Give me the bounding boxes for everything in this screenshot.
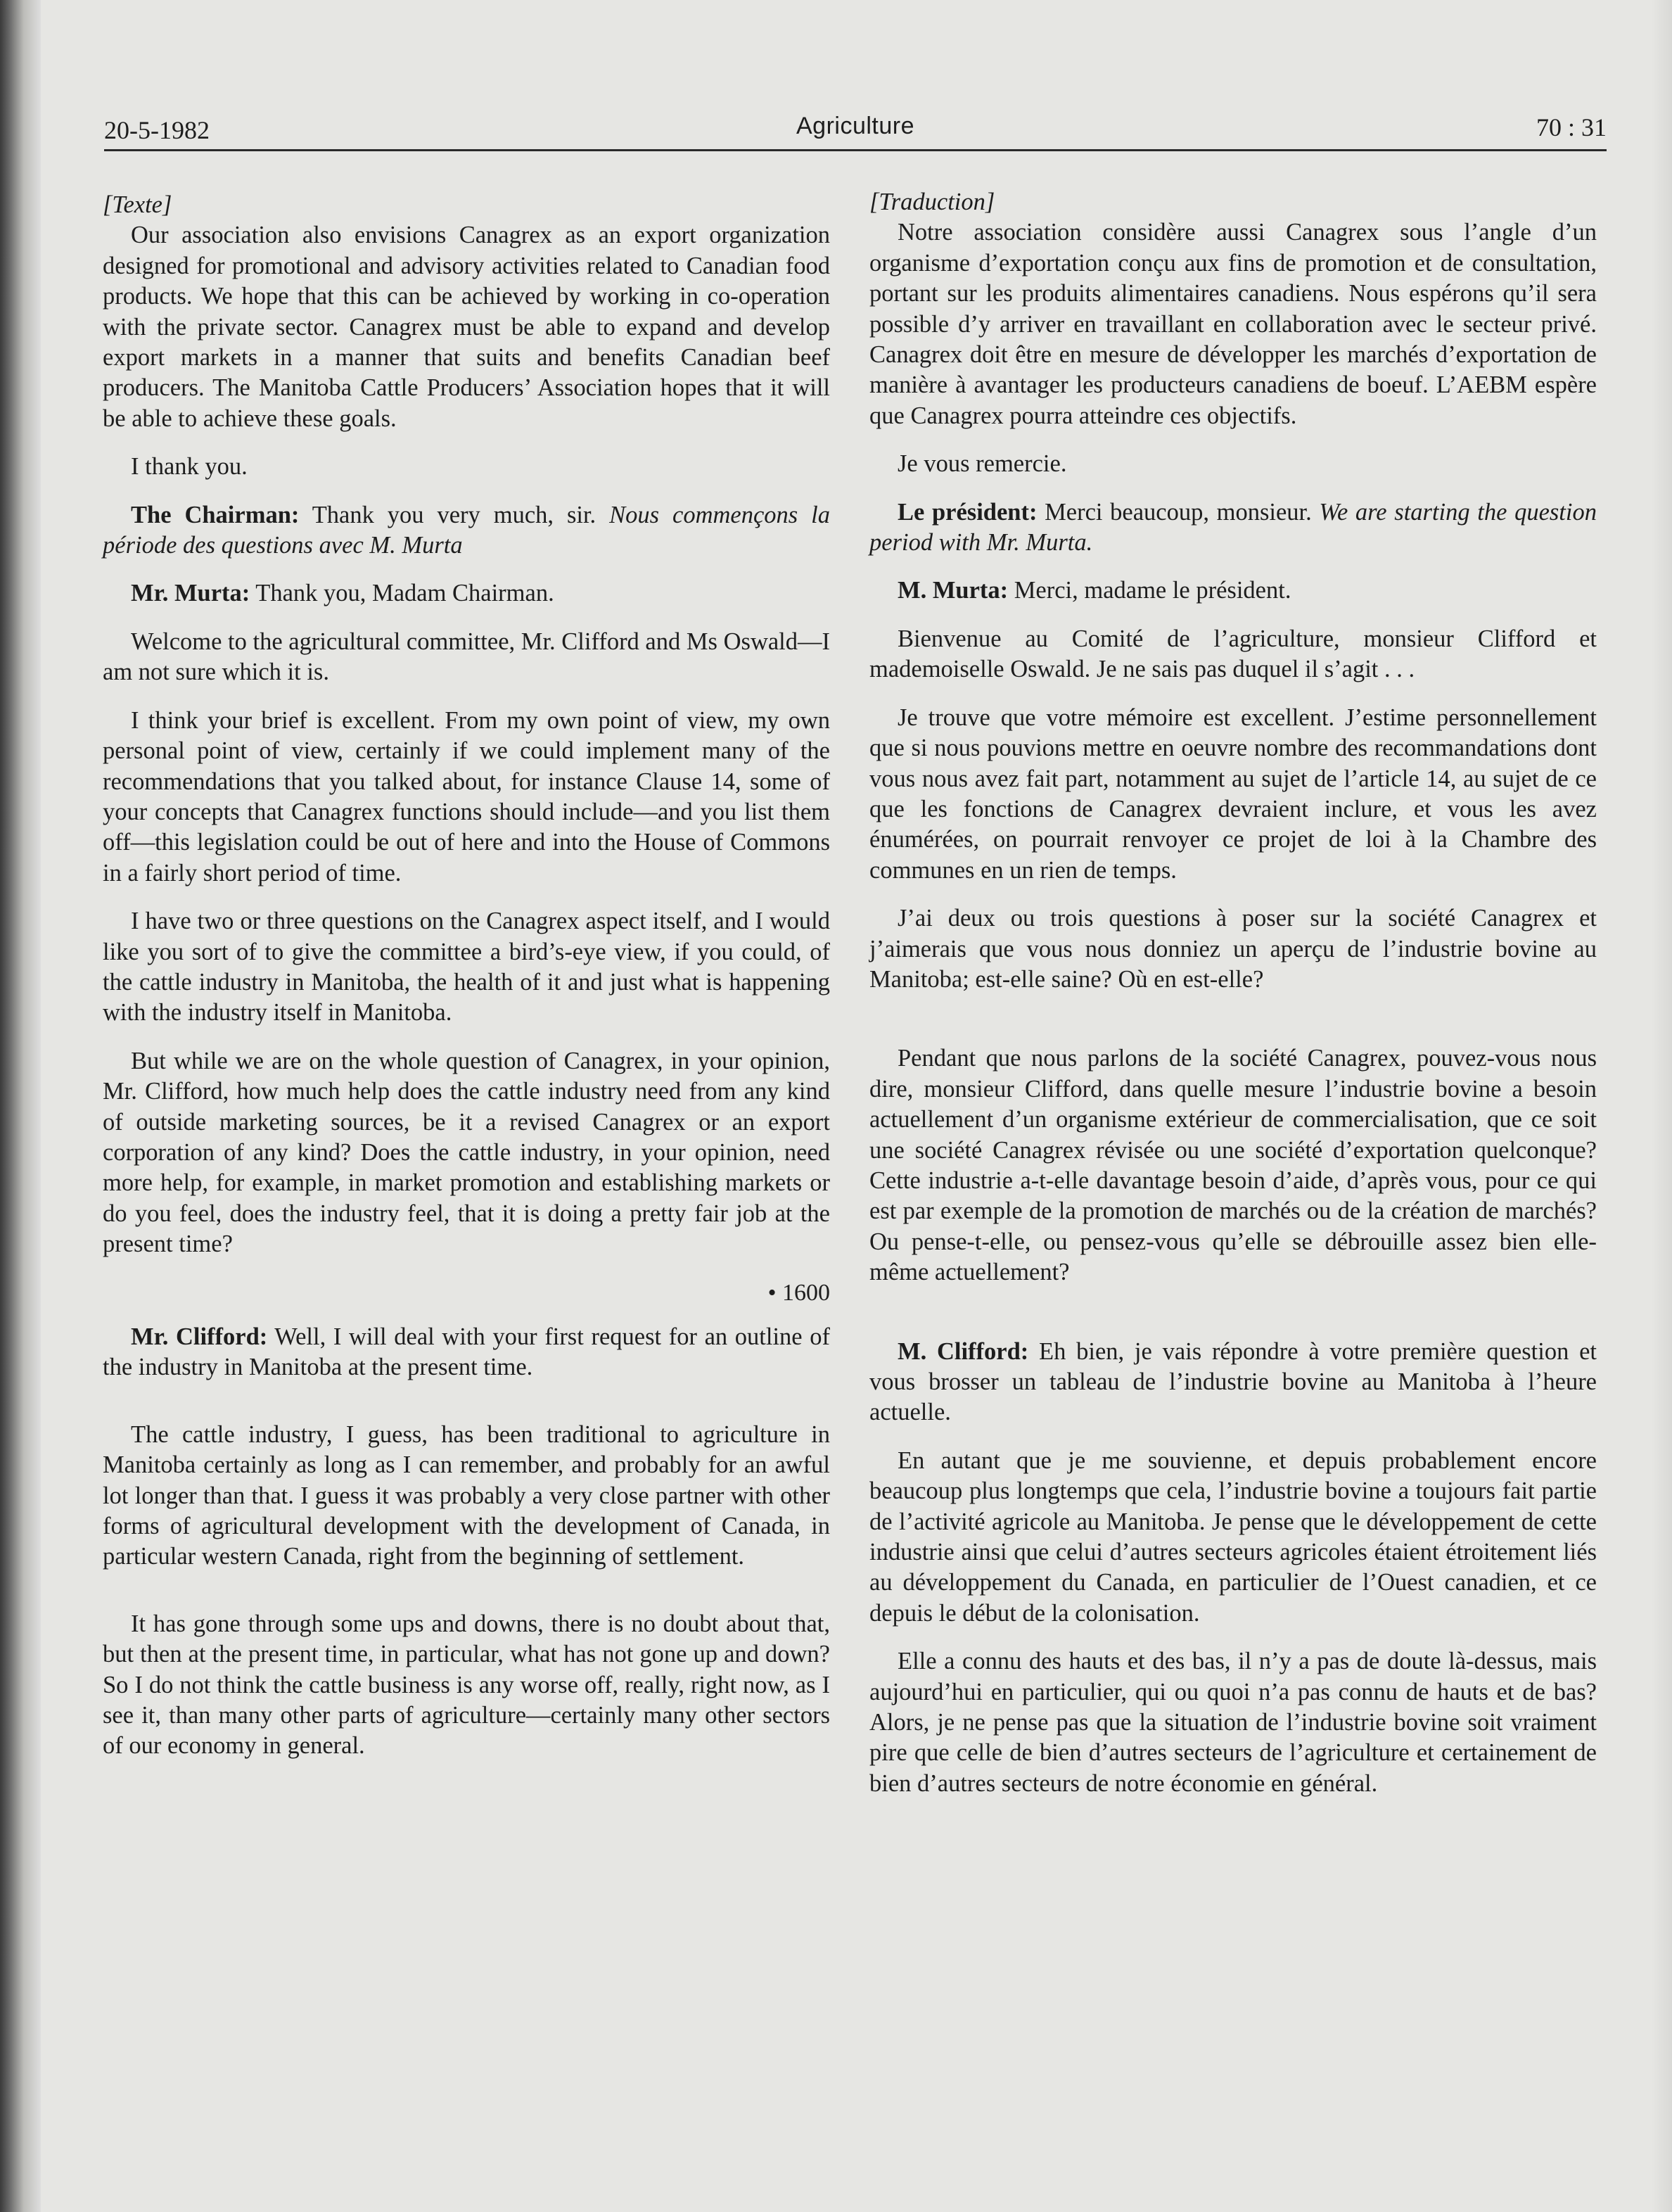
- speaker-paragraph: [103, 578, 830, 609]
- french-column: [869, 184, 1597, 1817]
- page-header: [104, 113, 1607, 148]
- speaker-name: M. Murta:: [898, 577, 1009, 604]
- spacer: [869, 1012, 1597, 1043]
- paragraph: Je vous remercie.: [898, 450, 1067, 478]
- speaker-paragraph: [869, 1337, 1597, 1428]
- paragraph: It has gone through some ups and downs, there is no doubt about that, but then at the present time, in particular, what has not gone up and down? So I do not think the cattle business is any worse off, really, right now, as I see it, than many other parts of agriculture—certainly many other sectors of our economy in general.: [103, 1610, 830, 1760]
- paragraph: J’ai deux ou trois questions à poser sur la société Canagrex et j’aimerais que vous nous donniez un aperçu de l’industrie bovine au Manitoba; est-elle saine? Où en est-elle?: [869, 905, 1597, 993]
- paragraph: The cattle industry, I guess, has been traditional to agriculture in Manitoba certainly as long as I can remember, and probably for an awful lot longer than that. I guess it was probably a very close partner with other forms of agricultural development with the development of Canada, in particular western Canada, right from the beginning of settlement.: [103, 1420, 830, 1570]
- page-binding-shadow: [0, 0, 41, 2212]
- speaker-name: M. Clifford:: [898, 1337, 1029, 1365]
- speech-italic-text: Nous commençons la période des questions avec M. Murta: [103, 501, 830, 559]
- spacer: [103, 1590, 830, 1609]
- paragraph: Our association also envisions Canagrex as an export organization designed for promotional and advisory activities related to Canadian food products. We hope that this can be achieved by working in co-operation with the private sector. Canagrex must be able to expand and develop export markets in a manner that suits and benefits Canadian beef producers. The Manitoba Cattle Producers’ Association hopes that it will be able to achieve these goals.: [103, 222, 830, 432]
- speech-text: Eh bien, je vais répondre à votre première question et vous brosser un tableau de l’industrie bovine au Manitoba à l’heure actuelle.: [869, 1337, 1597, 1426]
- paragraph: I think your brief is excellent. From my own point of view, my own personal point of view, certainly if we could implement many of the recommendations that you talked about, for instance Clause 14, some of your concepts that Canagrex functions should include—and you list them off—this legislation could be out of here and into the House of Commons in a fairly short period of time.: [103, 706, 830, 886]
- header-title: Agriculture: [796, 113, 914, 139]
- speech-text: Thank you, Madam Chairman.: [250, 580, 554, 607]
- paragraph: Welcome to the agricultural committee, Mr. Clifford and Ms Oswald—I am not sure which it is.: [103, 628, 830, 686]
- paragraph: Notre association considère aussi Canagrex sous l’angle d’un organisme d’exportation conçu aux fins de promotion et de consultation, portant sur les produits alimentaires canadiens. Nous espérons qu’il sera possible d’y arriver en travaillant en collaboration avec le secteur privé. Canagrex doit être en mesure de développer les marchés d’exportation de manière à avantager les producteurs canadiens de boeuf. L’AEBM espère que Canagrex pourra atteindre ces objectifs.: [869, 219, 1597, 429]
- speaker-paragraph: [869, 497, 1597, 559]
- speaker-name: The Chairman:: [131, 501, 300, 528]
- speech-italic-text: We are starting the question period with Mr. Murta.: [869, 498, 1597, 557]
- header-date: 20-5-1982: [104, 116, 210, 144]
- speech-text: Well, I will deal with your first request for an outline of the industry in Manitoba at the present time.: [103, 1323, 830, 1381]
- paragraph: I have two or three questions on the Canagrex aspect itself, and I would like you sort of to give the committee a bird’s-eye view, if you could, of the cattle industry in Manitoba, the health of it and just what is happening with the industry itself in Manitoba.: [103, 908, 830, 1026]
- paragraph: Je trouve que votre mémoire est excellent. J’estime personnellement que si nous pouvions mettre en oeuvre nombre des recommandations dont vous nous avez fait part, notamment au sujet de l’article 14, au sujet de ce que les fonctions de Canagrex devraient inclure, et vous les avez énumérées, on pourrait renvoyer ce projet de loi à la Chambre des communes en un rien de temps.: [869, 704, 1597, 884]
- paragraph: En autant que je me souvienne, et depuis probablement encore beaucoup plus longtemps que cela, l’industrie bovine a toujours fait partie de l’activité agricole au Manitoba. Je pense que le développement de cette industrie ainsi que celui d’autres secteurs agricoles étaient étroitement liés au développement du Canada, en particulier de l’Ouest canadien, et ce depuis le début de la colonisation.: [869, 1447, 1597, 1627]
- speech-text: Thank you very much, sir.: [299, 501, 610, 528]
- paragraph: But while we are on the whole question of Canagrex, in your opinion, Mr. Clifford, how much help does the cattle industry need from any kind of outside marketing sources, be it a revised Canagrex or an export corporation of any kind? Does the cattle industry, in your opinion, need more help, for example, in market promotion and establishing markets or do you feel, does the industry feel, that it is doing a pretty fair job at the present time?: [103, 1047, 830, 1258]
- paragraph: Bienvenue au Comité de l’agriculture, monsieur Clifford et mademoiselle Oswald. Je ne sais pas duquel il s’agit . . .: [869, 625, 1597, 683]
- spacer: [103, 1401, 830, 1420]
- spacer: [869, 1306, 1597, 1337]
- speaker-name: Mr. Murta:: [131, 580, 250, 607]
- speech-text: Merci beaucoup, monsieur.: [1037, 498, 1320, 526]
- paragraph: Pendant que nous parlons de la société Canagrex, pouvez-vous nous dire, monsieur Clifford, dans quelle mesure l’industrie bovine a besoin actuellement d’un organisme extérieur de commercialisation, que ce soit une société Canagrex révisée ou une société d’exportation quelconque? Cette industrie a-t-elle davantage besoin d’aide, d’après vous, pour ce qui est par exemple de la promotion de marchés ou de la création de marchés? Ou pense-t-elle, ou pensez-vous qu’elle se débrouille assez bien elle-même actuellement?: [869, 1045, 1597, 1286]
- header-page-number: 70 : 31: [1536, 113, 1607, 141]
- time-marker: • 1600: [767, 1279, 830, 1306]
- speaker-paragraph: [103, 1322, 830, 1383]
- speech-text: Merci, madame le président.: [1008, 577, 1291, 604]
- english-column: [103, 184, 830, 1779]
- section-label: [Traduction]: [869, 189, 995, 215]
- speaker-name: Mr. Clifford:: [131, 1323, 268, 1350]
- paragraph: I thank you.: [131, 453, 248, 481]
- paragraph: Elle a connu des hauts et des bas, il n’y a pas de doute là-dessus, mais aujourd’hui en particulier, qui ou quoi n’a pas connu de hauts et de bas? Alors, je ne pense pas que la situation de l’industrie bovine soit vraiment pire que celle de bien d’autres secteurs de l’agriculture et certainement de bien d’autres secteurs de notre économie en général.: [869, 1648, 1597, 1797]
- speaker-paragraph: [103, 500, 830, 561]
- page-edge-shade: [1651, 0, 1672, 2212]
- header-rule: [104, 149, 1607, 151]
- speaker-name: Le président:: [898, 498, 1038, 526]
- section-label: [Texte]: [103, 191, 172, 218]
- speaker-paragraph: [869, 576, 1597, 606]
